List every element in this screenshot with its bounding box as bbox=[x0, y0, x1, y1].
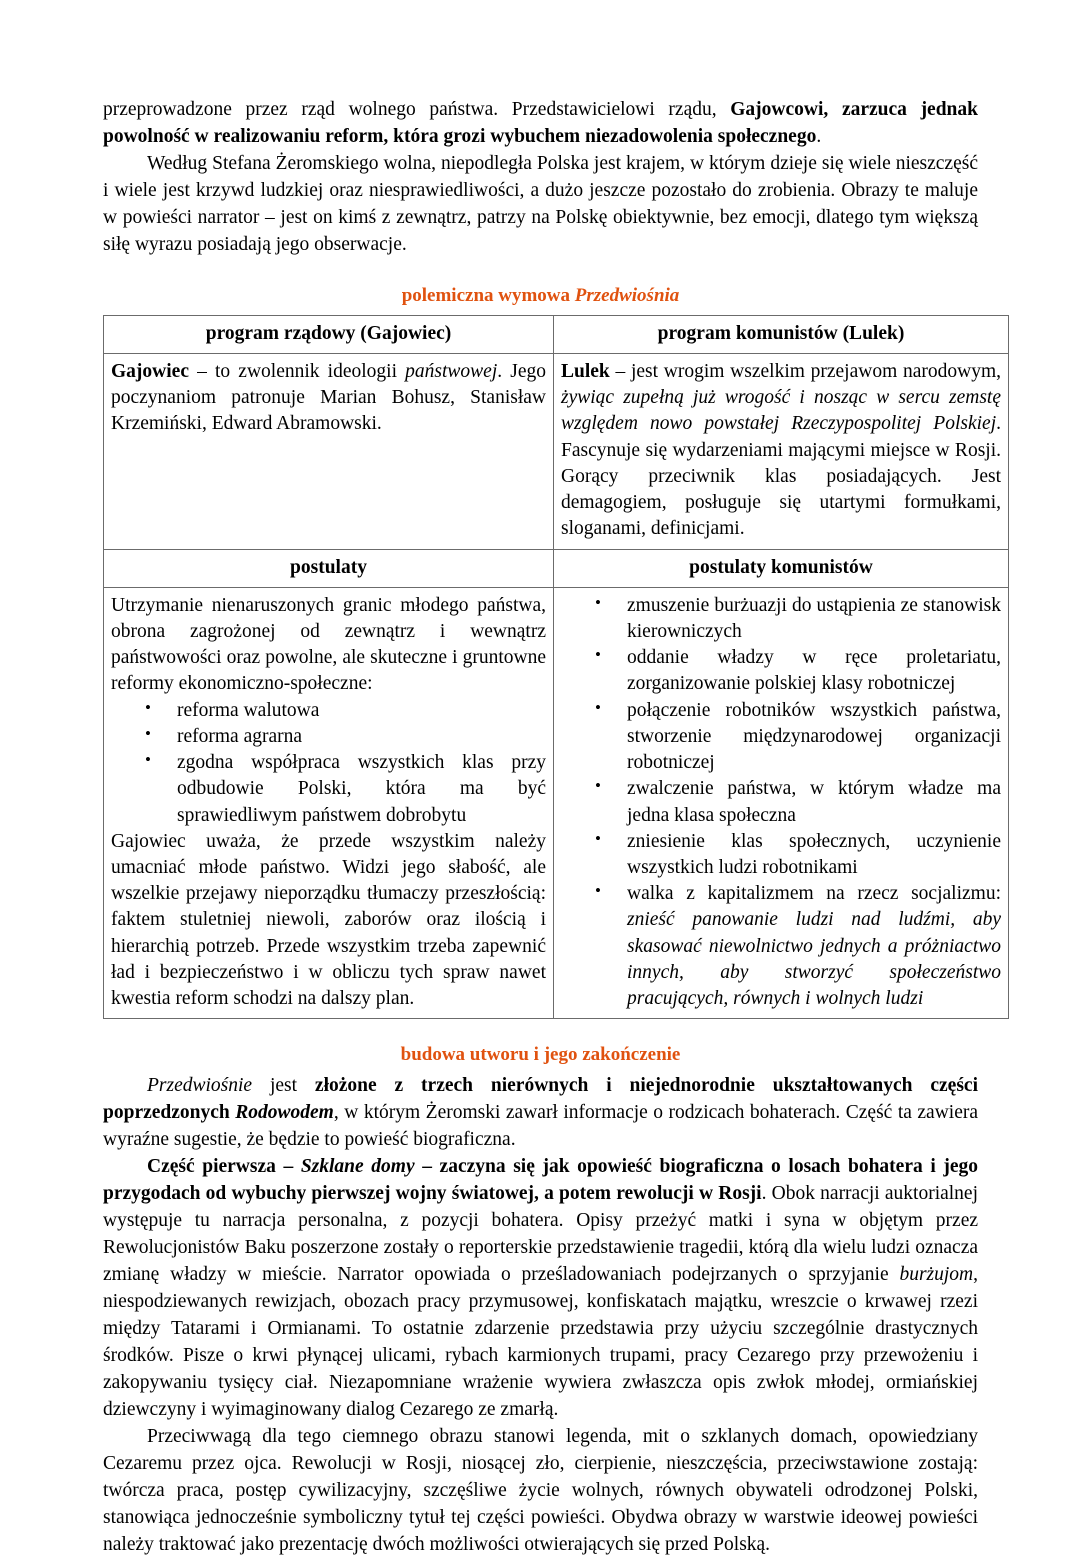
table-subheader-cell-postulaty-komunistow: postulaty komunistów bbox=[554, 549, 1009, 587]
structure-bold-italic-rodowodem: Rodowodem bbox=[235, 1102, 334, 1124]
list-item: • reforma walutowa bbox=[111, 698, 546, 724]
paragraph-part-one bbox=[103, 1153, 978, 1423]
table-subheader-cell-postulaty: postulaty bbox=[104, 549, 554, 587]
comparison-table bbox=[103, 315, 1009, 1019]
last-bullet-italic-quote: znieść panowanie ludzi nad ludźmi, aby skasować niewolnictwo jednych a próżniactwo innych, aby stworzyć społeczeństwo pracujących, równych i wolnych ludzi bbox=[627, 909, 1001, 1010]
intro-bold-run: Gajowcowi, zarzuca jednak powolność w realizowaniu reform, która grozi wybuchem niezadowolenia społecznego bbox=[103, 99, 978, 147]
communist-postulates-list bbox=[561, 593, 1001, 1013]
section-heading-text: polemiczna wymowa bbox=[401, 285, 575, 306]
list-item: • połączenie robotników wszystkich państwa, stworzenie międzynarodowej organizacji robotniczej bbox=[561, 698, 1001, 777]
table-header-cell-government: program rządowy (Gajowiec) bbox=[104, 315, 554, 353]
table-subheader-row bbox=[104, 549, 1009, 587]
gajowiec-italic-word: państwowej bbox=[405, 361, 498, 383]
section-heading-budowa-text: budowa utworu i jego zakończenie bbox=[400, 1044, 681, 1066]
part-one-plain1: . Obok narracji auktorialnej występuje tu narracja personalna, z pozycji bohatera. Opisy przeżyć matki i syna w objętym przez Rewolucjonistów Baku poszerzone zostały o reporterskie przedstawienie tragedii, którą dla wielu ludzi oznacza zmianę władzy w mieście. Narrator opowiada o prześladowaniach podejrzanych o sprzyjanie bbox=[103, 1183, 979, 1286]
cell-gajowiec-definition bbox=[104, 354, 554, 550]
lulek-bold-lead: Lulek bbox=[561, 361, 610, 383]
gajowiec-bold-lead: Gajowiec bbox=[111, 361, 189, 383]
part-one-italic-burzujom: burżujom bbox=[899, 1264, 974, 1286]
list-item: • reforma agrarna bbox=[111, 724, 546, 750]
list-item: • oddanie władzy w ręce proletariatu, zorganizowanie polskiej klasy robotniczej bbox=[561, 645, 1001, 697]
list-item: • zmuszenie burżuazji do ustąpienia ze stanowisk kierowniczych bbox=[561, 593, 1001, 645]
lulek-after-lead: – jest wrogim wszelkim przejawom narodowym, bbox=[609, 361, 1001, 383]
structure-plain1: jest bbox=[252, 1075, 315, 1097]
gajowiec-after-lead: – to zwolennik ideologii bbox=[188, 361, 406, 383]
section-heading-budowa bbox=[103, 1044, 978, 1067]
government-postulates-lead: Utrzymanie nienaruszonych granic młodego państwa, obrona zagrożonej od zewnątrz i wewnątrz państwowości oraz powolne, ale skuteczne i gruntowne reformy ekonomiczno-społeczne: bbox=[111, 594, 546, 695]
cell-government-postulates bbox=[104, 587, 554, 1019]
lulek-definition-text bbox=[561, 359, 1001, 543]
intro-paragraph-zeromski: Według Stefana Żeromskiego wolna, niepodległa Polska jest krajem, w którym dzieje się wiele nieszczęść i wiele jest krzywd ludzkiej oraz niesprawiedliwości, a dużo jeszcze pozostało do zrobienia. Obrazy te maluje w powieści narrator – jest on kimś z zewnątrz, patrzy na Polskę obiektywnie, bez emocji, dlatego tym większą siłę wyrazu posiadają jego obserwacje. bbox=[103, 153, 978, 255]
gajowiec-definition-text bbox=[111, 359, 546, 438]
intro-paragraph-continued bbox=[103, 96, 978, 150]
paragraph-structure bbox=[103, 1072, 978, 1153]
cell-communist-postulates bbox=[554, 587, 1009, 1019]
intro-text-lead: przeprowadzone przez rząd wolnego państwa. Przedstawicielowi rządu, bbox=[103, 99, 731, 120]
list-item-with-quote bbox=[561, 881, 1001, 1012]
intro-text-tail: . bbox=[816, 126, 822, 147]
government-postulates-closing: Gajowiec uważa, że przede wszystkim należy umacniać młode państwo. Widzi jego słabość, ale wszelkie przejawy nieporządku tłumaczy przeszłością: faktem stuletniej niewoli, zaborów oraz ilością i hierarchią potrzeb. Przede wszystkim trzeba zapewnić ład i bezpieczeństwo i w obliczu tych spraw nawet kwestia reform schodzi na dalszy plan. bbox=[111, 830, 546, 1010]
structure-italic-lead: Przedwiośnie bbox=[147, 1075, 253, 1097]
part-one-bold-italic-title: Szklane domy bbox=[300, 1156, 415, 1178]
list-item: • zniesienie klas społecznych, uczynienie wszystkich ludzi robotnikami bbox=[561, 829, 1001, 881]
table-row-definitions bbox=[104, 354, 1009, 550]
table-header-cell-communists: program komunistów (Lulek) bbox=[554, 315, 1009, 353]
table-row-postulates bbox=[104, 587, 1009, 1019]
list-item: • zwalczenie państwa, w którym władze ma jedna klasa społeczna bbox=[561, 776, 1001, 828]
gajowiec-tail: . Jego poczynaniom patronuje Marian Bohusz, Stanisław Krzemiński, Edward Abramowski. bbox=[111, 361, 546, 435]
part-one-bold2: – zaczyna się jak opowieść biograficzna o losach bohatera i jego przygodach od wybuchy pierwszej wojny światowej, a potem rewolucji w Rosji bbox=[103, 1156, 978, 1205]
lulek-tail: . Fascynuje się wydarzeniami mającymi miejsce w Rosji. Gorący przeciwnik klas posiadających. Jest demagogiem, posługuje się utartymi formułkami, sloganami, definicjami. bbox=[561, 413, 1001, 540]
cell-lulek-definition bbox=[554, 354, 1009, 550]
part-one-bold1: Część pierwsza – bbox=[147, 1156, 301, 1178]
section-heading-work-title: Przedwiośnia bbox=[574, 285, 680, 306]
table-header-row bbox=[104, 315, 1009, 353]
government-postulates-list bbox=[111, 698, 546, 829]
list-item: • zgodna współpraca wszystkich klas przy odbudowie Polski, która ma być sprawiedliwym państwem dobrobytu bbox=[111, 750, 546, 829]
paragraph-contrast: Przeciwwagą dla tego ciemnego obrazu stanowi legenda, mit o szklanych domach, opowiedziany Cezaremu przez ojca. Rewolucji w Rosji, niosącej zło, cierpienie, nieszczęścia, przeciwstawione zostają: twórcza praca, postęp cywilizacyjny, szczęśliwe życie wolnych, równych obywateli odrodzonej Polski, stanowiąca jednocześnie symboliczny tytuł tej części powieści. Obydwa obrazy w warstwie ideowej powieści należy traktować jako prezentację dwóch możliwości otwierających się przed Polską. bbox=[103, 1426, 978, 1556]
section-heading-polemiczna bbox=[103, 285, 978, 308]
structure-bold1: złożone z trzech nierównych i niejednorodnie ukształtowanych części poprzedzonych bbox=[103, 1075, 978, 1124]
last-bullet-plain: walka z kapitalizmem na rzecz socjalizmu: bbox=[627, 883, 1001, 905]
part-one-plain2: , niespodziewanych rewizjach, obozach pracy przymusowej, konfiskatach majątku, wreszcie o krwawej rzezi między Tatarami i Ormianami. To ostatnie zdarzenie przedstawia przy użyciu szczególnie drastycznych środków. Pisze o krwi płynącej ulicami, rybach karmionych trupami, pracy Cezarego przy przewożeniu i zakopywaniu tysięcy ciał. Niezapomniane wrażenie wywiera zwłaszcza opis zwłok młodej, ormiańskiej dziewczyny i wyimaginowany dialog Cezarego ze zmarłą. bbox=[103, 1264, 978, 1421]
lulek-italic-run: żywiąc zupełną już wrogość i nosząc w sercu zemstę względem nowo powstałej Rzeczypospolitej Polskiej bbox=[561, 387, 1001, 435]
structure-tail: , w którym Żeromski zawarł informacje o rodzicach bohaterach. Część ta zawiera wyraźne sugestie, że będzie to powieść biograficzna. bbox=[103, 1102, 979, 1151]
